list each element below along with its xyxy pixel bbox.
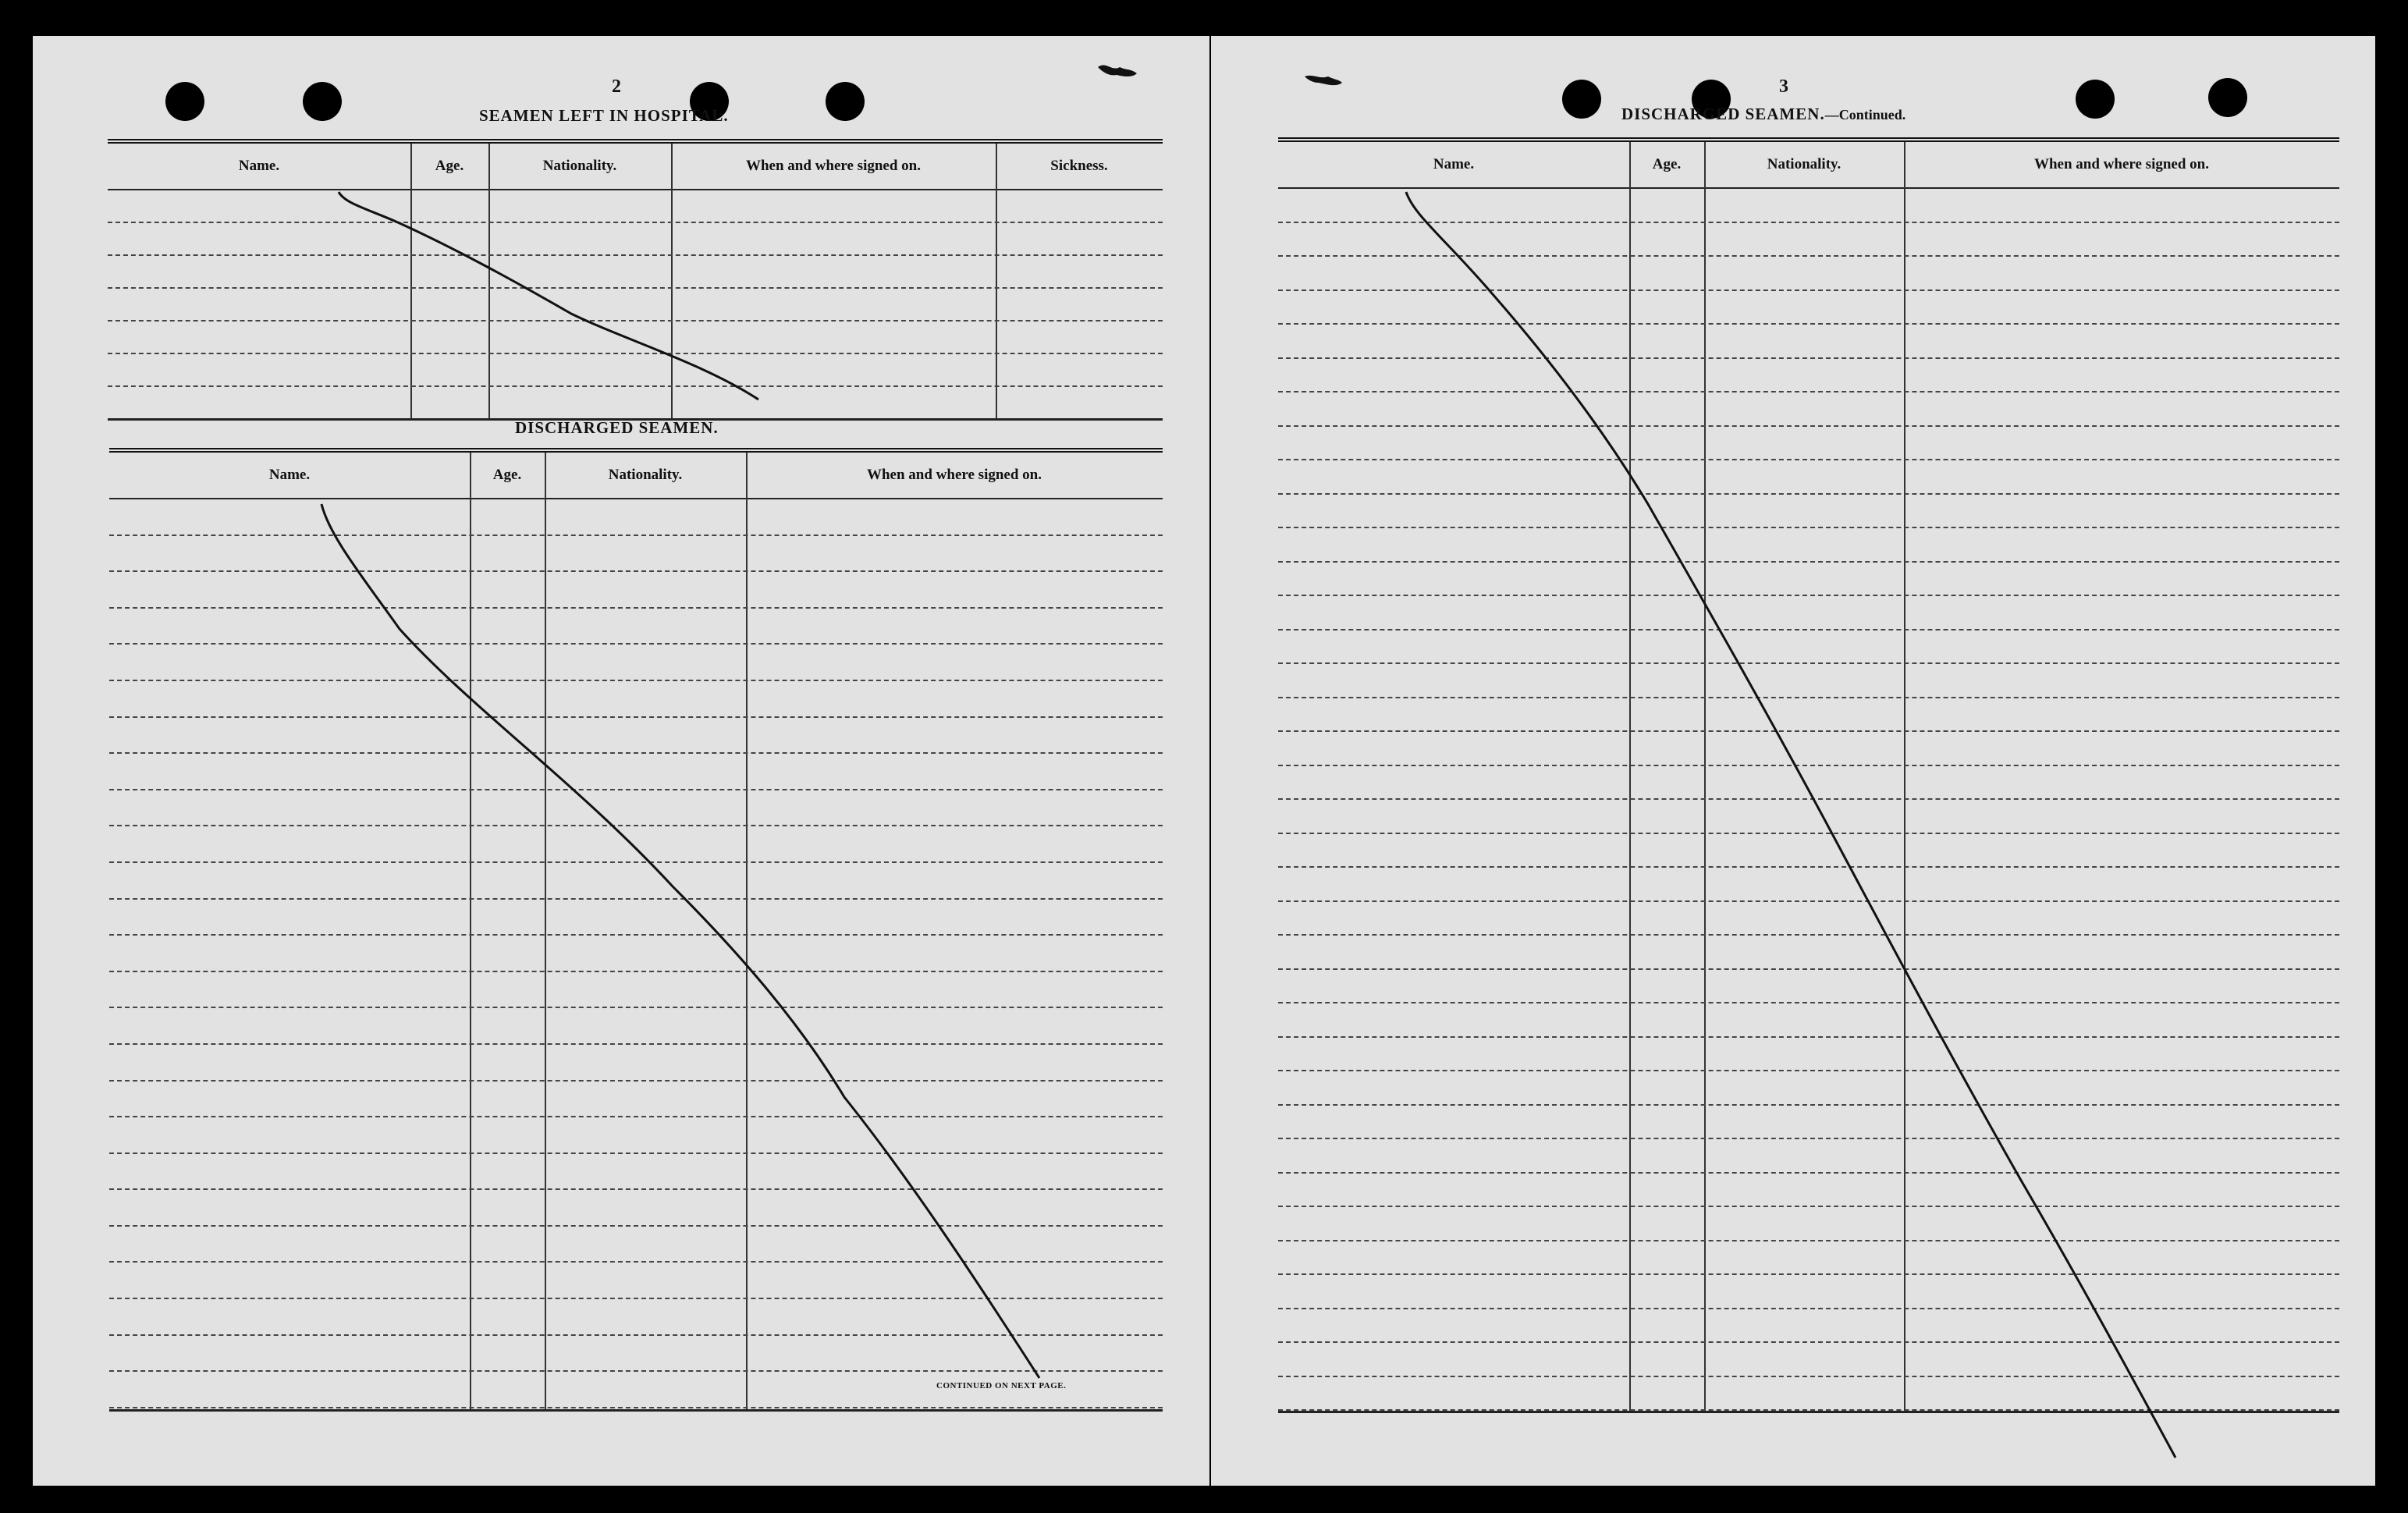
column-header-nationality: Nationality. xyxy=(1767,156,1842,172)
page-number: 2 xyxy=(612,76,621,97)
continued-note: CONTINUED ON NEXT PAGE. xyxy=(936,1381,1067,1390)
column-header-name: Name. xyxy=(238,158,280,174)
column-header-name: Name. xyxy=(268,467,311,483)
cancel-strokes xyxy=(33,36,1209,1486)
ink-blot xyxy=(1305,76,1342,85)
cancel-stroke xyxy=(321,504,1039,1378)
column-header-name: Name. xyxy=(1433,156,1475,172)
column-header-nationality: Nationality. xyxy=(608,467,683,483)
hospital-section-title: SEAMEN LEFT IN HOSPITAL. xyxy=(479,106,729,125)
column-header-age: Age. xyxy=(492,467,522,483)
column-header-sickness: Sickness. xyxy=(1050,158,1108,174)
cancel-stroke xyxy=(1406,192,2175,1458)
column-header-nationality: Nationality. xyxy=(542,158,617,174)
cancel-stroke xyxy=(339,192,758,400)
ink-blot xyxy=(1098,65,1137,76)
column-header-signed-on: When and where signed on. xyxy=(866,467,1042,483)
title-suffix: —Continued. xyxy=(1824,107,1906,123)
column-header-age: Age. xyxy=(1652,156,1682,172)
discharged-section-title: DISCHARGED SEAMEN. xyxy=(515,418,719,437)
right-page xyxy=(1211,36,2375,1486)
cancel-strokes xyxy=(1211,36,2375,1486)
left-page xyxy=(33,36,1209,1486)
column-header-signed-on: When and where signed on. xyxy=(745,158,921,174)
page-number: 3 xyxy=(1779,76,1788,97)
title-text: DISCHARGED SEAMEN. xyxy=(1621,105,1825,123)
column-header-age: Age. xyxy=(435,158,464,174)
column-header-signed-on: When and where signed on. xyxy=(2033,156,2209,172)
